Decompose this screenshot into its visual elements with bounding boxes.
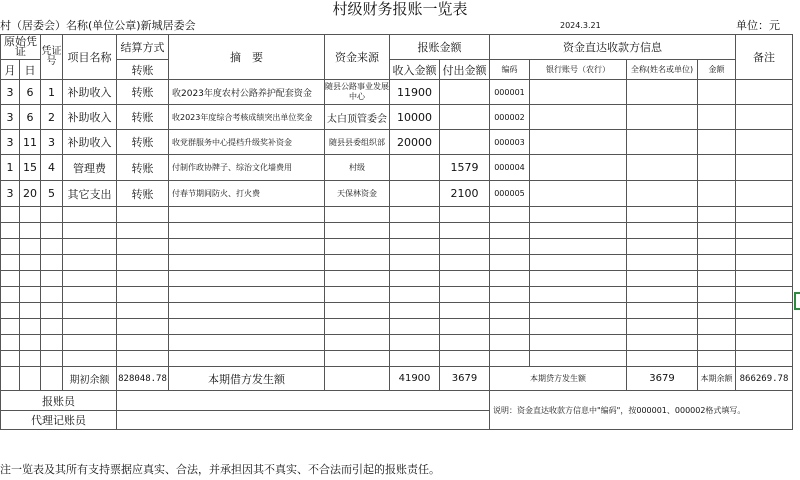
- cell-payment[interactable]: [440, 80, 490, 105]
- reimburser-label: 报账员: [1, 391, 117, 411]
- col-code: 编码: [490, 60, 530, 80]
- cell-amount[interactable]: [698, 130, 736, 155]
- col-direct-pay-info: 资金直达收款方信息: [490, 35, 736, 60]
- totals-row: [1, 367, 793, 391]
- cell-settlement[interactable]: 转账: [117, 105, 169, 130]
- cell-month[interactable]: 3: [1, 181, 20, 207]
- cell-settlement[interactable]: 转账: [117, 130, 169, 155]
- cell-full-name[interactable]: [627, 155, 698, 181]
- footer-note: 注一览表及其所有支持票据应真实、合法，并承担因其不真实、不合法而引起的报账责任。: [0, 463, 440, 476]
- col-income-amount: 收入金额: [390, 60, 440, 80]
- empty-row[interactable]: [1, 303, 793, 319]
- closing-balance-label: 本期余额: [698, 367, 736, 391]
- payment-total[interactable]: 3679: [440, 367, 490, 391]
- cell-fund-source[interactable]: 随县县委组织部: [325, 130, 390, 155]
- opening-balance-label: 期初余额: [63, 367, 117, 391]
- cell-voucher-no[interactable]: 4: [41, 155, 63, 181]
- reimburser-signature[interactable]: [117, 391, 490, 411]
- cell-payment[interactable]: [440, 130, 490, 155]
- col-day: 日: [20, 60, 41, 80]
- cell-amount[interactable]: [698, 181, 736, 207]
- cell-item-name[interactable]: 管理费: [63, 155, 117, 181]
- empty-row[interactable]: [1, 207, 793, 223]
- income-total[interactable]: 41900: [390, 367, 440, 391]
- empty-row[interactable]: [1, 319, 793, 335]
- col-reimb-amount: 报账金额: [390, 35, 490, 60]
- page-title: 村级财务报账一览表: [332, 0, 468, 18]
- col-orig-voucher: 原始凭证: [1, 35, 41, 60]
- col-settlement-sub: 转账: [117, 60, 169, 80]
- unit-label: 单位：元: [736, 19, 780, 32]
- cell-remarks[interactable]: [736, 155, 793, 181]
- cell-settlement[interactable]: 转账: [117, 155, 169, 181]
- cell-full-name[interactable]: [627, 80, 698, 105]
- cell-item-name[interactable]: 其它支出: [63, 181, 117, 207]
- cell-fund-source[interactable]: 太白顶管委会: [325, 105, 390, 130]
- cell-day[interactable]: 11: [20, 130, 41, 155]
- cell-item-name[interactable]: 补助收入: [63, 105, 117, 130]
- report-date: 2024.3.21: [560, 21, 601, 30]
- cell-bank-account[interactable]: [530, 155, 627, 181]
- cell-fund-source[interactable]: 天保林资金: [325, 181, 390, 207]
- period-debit-label: 本期借方发生额: [169, 367, 325, 391]
- cell-day[interactable]: 20: [20, 181, 41, 207]
- cell-income[interactable]: 20000: [390, 130, 440, 155]
- table-row[interactable]: [1, 155, 793, 181]
- cell-settlement[interactable]: 转账: [117, 181, 169, 207]
- cell-code[interactable]: 000002: [490, 105, 530, 130]
- col-bank-account: 银行账号（农行）: [530, 60, 627, 80]
- cell-voucher-no[interactable]: 2: [41, 105, 63, 130]
- col-payment-amount: 付出金额: [440, 60, 490, 80]
- reimbursement-table: [0, 34, 793, 430]
- opening-balance-value[interactable]: 828048.78: [117, 367, 169, 391]
- cell-item-name[interactable]: 补助收入: [63, 80, 117, 105]
- cell-full-name[interactable]: [627, 105, 698, 130]
- agent-label: 代理记账员: [1, 411, 117, 430]
- cell-bank-account[interactable]: [530, 130, 627, 155]
- cell-code[interactable]: 000004: [490, 155, 530, 181]
- cell-code[interactable]: 000003: [490, 130, 530, 155]
- cell-remarks[interactable]: [736, 80, 793, 105]
- cell-cursor-marker: [794, 292, 800, 310]
- cell-payment[interactable]: 1579: [440, 155, 490, 181]
- cell-bank-account[interactable]: [530, 80, 627, 105]
- cell-summary[interactable]: 付春节期间防火、打火费: [169, 181, 325, 207]
- cell-full-name[interactable]: [627, 130, 698, 155]
- empty-row[interactable]: [1, 287, 793, 303]
- closing-balance-value[interactable]: 866269.78: [736, 367, 793, 391]
- cell-summary[interactable]: 收2023年度农村公路养护配套资金: [169, 80, 325, 105]
- col-summary: 摘 要: [169, 35, 325, 80]
- cell-income[interactable]: 10000: [390, 105, 440, 130]
- cell-voucher-no[interactable]: 5: [41, 181, 63, 207]
- cell-summary[interactable]: 付制作政协牌子、综治文化墙费用: [169, 155, 325, 181]
- cell-settlement[interactable]: 转账: [117, 80, 169, 105]
- empty-row[interactable]: [1, 255, 793, 271]
- cell-day[interactable]: 6: [20, 105, 41, 130]
- cell-income[interactable]: [390, 181, 440, 207]
- empty-row[interactable]: [1, 239, 793, 255]
- empty-row[interactable]: [1, 271, 793, 287]
- table-row[interactable]: [1, 105, 793, 130]
- cell-payment[interactable]: [440, 105, 490, 130]
- cell-month[interactable]: 1: [1, 155, 20, 181]
- table-row[interactable]: [1, 80, 793, 105]
- explain-note: 说明：资金直达收款方信息中"编码"，按000001、000002格式填写。: [490, 391, 793, 430]
- cell-remarks[interactable]: [736, 105, 793, 130]
- cell-month[interactable]: 3: [1, 105, 20, 130]
- cell-bank-account[interactable]: [530, 181, 627, 207]
- cell-remarks[interactable]: [736, 130, 793, 155]
- col-amount: 金额: [698, 60, 736, 80]
- cell-voucher-no[interactable]: 3: [41, 130, 63, 155]
- period-credit-value[interactable]: 3679: [627, 367, 698, 391]
- col-voucher-no: 凭证号: [41, 35, 63, 80]
- cell-amount[interactable]: [698, 80, 736, 105]
- col-full-name: 全称(姓名或单位): [627, 60, 698, 80]
- cell-item-name[interactable]: 补助收入: [63, 130, 117, 155]
- empty-row[interactable]: [1, 223, 793, 239]
- cell-income[interactable]: [390, 155, 440, 181]
- header-row-1: [1, 35, 793, 60]
- col-remarks: 备注: [736, 35, 793, 80]
- cell-amount[interactable]: [698, 155, 736, 181]
- cell-fund-source[interactable]: 随县公路事业发展中心: [325, 80, 390, 105]
- cell-day[interactable]: 15: [20, 155, 41, 181]
- cell-remarks[interactable]: [736, 181, 793, 207]
- cell-income[interactable]: 11900: [390, 80, 440, 105]
- cell-month[interactable]: 3: [1, 80, 20, 105]
- col-settlement: 结算方式: [117, 35, 169, 60]
- cell-fund-source[interactable]: 村级: [325, 155, 390, 181]
- cell-bank-account[interactable]: [530, 105, 627, 130]
- cell-code[interactable]: 000005: [490, 181, 530, 207]
- cell-voucher-no[interactable]: 1: [41, 80, 63, 105]
- empty-row[interactable]: [1, 335, 793, 351]
- col-item-name: 项目名称: [63, 35, 117, 80]
- period-credit-label: 本期贷方发生额: [490, 367, 627, 391]
- cell-amount[interactable]: [698, 105, 736, 130]
- cell-day[interactable]: 6: [20, 80, 41, 105]
- cell-month[interactable]: 3: [1, 130, 20, 155]
- cell-full-name[interactable]: [627, 181, 698, 207]
- table-row[interactable]: [1, 130, 793, 155]
- table-row[interactable]: [1, 181, 793, 207]
- village-name-label: 村（居委会）名称(单位公章)新城居委会: [0, 19, 196, 32]
- header-row-2: [1, 60, 793, 80]
- cell-payment[interactable]: 2100: [440, 181, 490, 207]
- cell-summary[interactable]: 收党群服务中心提档升级奖补资金: [169, 130, 325, 155]
- col-fund-source: 资金来源: [325, 35, 390, 80]
- empty-row[interactable]: [1, 351, 793, 367]
- reimburser-row: [1, 391, 793, 411]
- cell-summary[interactable]: 收2023年度综合考核成绩突出单位奖金: [169, 105, 325, 130]
- agent-signature[interactable]: [117, 411, 490, 430]
- cell-code[interactable]: 000001: [490, 80, 530, 105]
- col-month: 月: [1, 60, 20, 80]
